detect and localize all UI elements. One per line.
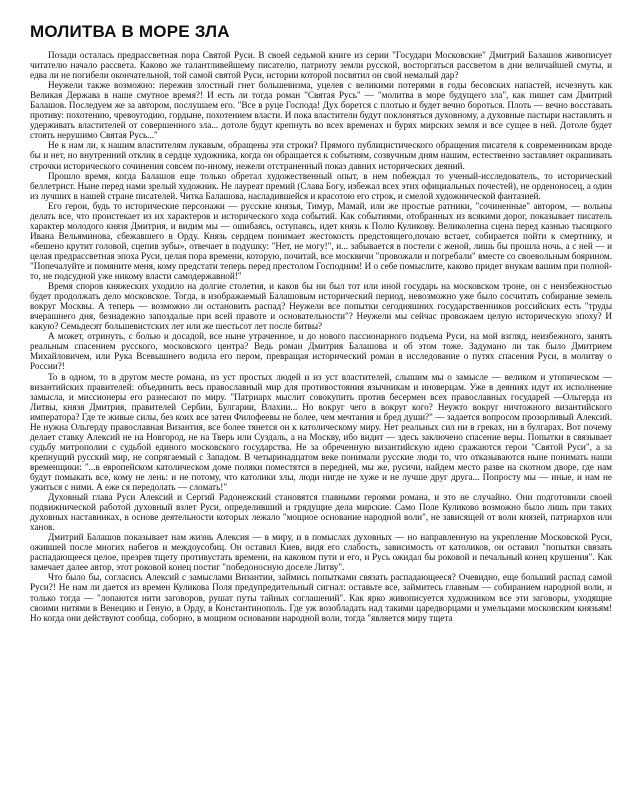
paragraph: Духовный глава Руси Алексий и Сергий Радонежский становятся главными героями романа, и это не случайно. Они подготовили своей подвижнической работой духовный взлет Руси, определивший и грядущие дела мирские. Само Поле Куликово возможно было лишь при таких духовных наставниках, в основе деятельности которых лежало "мощное основание народной воли", не зависящей от воли князей, патриархов или ханов. <box>30 492 612 533</box>
paragraph: То в одном, то в другом месте романа, из уст простых людей и из уст властителей, слышим мы о замысле — великом и утопическом — византийских правителей: объединить весь православный мир для противостояния язычникам и иноверцам. Уже в деяниях идут их исполнение замысла, и миссионеры его разнесают по миру. "Патриарх мыслит совокупить против бесермен всех православных государей —Ольгерда из Литвы, князя Дмитрия, правителей Сербии, Булгарии, Влахии... Но вокруг чего в вокруг кого? Неужто вокруг ничтожного византийского императора? Где те живые силы, без коих все затеи Филофеевы не более, чем мечтания и бред души?" — задается вопросом прозорливый Алексий. Не нужна Ольгерду православная Византия, все более тянется он к католическому миру. Нет реальных сил ни в греках, ни в булгарах. Вот почему делает ставку Алексий не на Новгород, не на Тверь или Суздаль, а на Москву, ибо видит — здесь заключено спасение веры. Попытки в связывает судьбу митрополии с судьбой единого московского государства. Не за обреченную византийскую идею сражаются герои "Святой Руси", а за крепнущий русский мир, не сопрягаемый с Западом. В четыринадцатом веке понимали русские люди то, что отказываются ныне понимать наши временщики: "...в европейском католическом доме поляки поместятся в передней, мы же, русичи, найдем место разве на скотном дворе, где нам будут помыкать все, кому не лень: и не потому, что католики злы, люди нигде не хуже и не лучше друг друга... Попросту мы — иные, и нам не ужиться с ними. А еже ся передолать — сломать!" <box>30 371 612 493</box>
paragraph: Прошло время, когда Балашов еще только обретал художественный опыт, в нем побеждал то ученый-исследователь, то исторический беллетрист. Ныне перед нами зрелый художник. Не лауреат премий (Слава Богу, избежал всех этих официальных почестей), не орденоносец, а один из лучших в нашей стране писателей. Читка Балашова, насладившейся и красотою его строк, и смелой художнической фантазией. <box>30 170 612 201</box>
paragraph: Время споров княжеских уходило на долгие столетия, и каков бы ни был тот или иной государь на московском троне, он с неизбежностью будет продолжать дело московское. Тогда, в изображаемый Балашовым исторический период, невозможно уже было сосчитать собирание земель вокруг Москвы. А теперь — возможно ли остановить распад? Неужели все попытки сегодняшних государственников российских есть "труды вчерашнего дня, безнадежно запоздалые при всей правоте и основательности"? Неужели мы сейчас провожаем целую историческую эпоху? И какую? Семьдесят большевистских лет или же шестьсот лет после битвы? <box>30 281 612 332</box>
paragraph: Что было бы, согласись Алексий с замыслами Византии, займись попытками связать распадающееся? Очевидно, еще больший распад самой Руси?! Не нам ли дается из времен Куликова Поля предупредительный сигнал: оставьте все, займитесь главным — собиранием народной воли, и только тогда — "лопаются нити заговоров, рушат путы тайных соглашений". Как ярко живописуется художником все эти заговоры, уходящие своими нитями в Венецию и Геную, в Орду, в Константинополь. Где уж возобладать над такими царедворцами и умельцами московским князьям! Но когда они действуют сообща, соборно, в мощном основании народной воли, тогда "является миру тщета <box>30 572 612 623</box>
paragraph: А может, отринуть, с болью и досадой, все ныне утраченное, и до нового пассионарного подъема Руси, на мой взгляд, неизбежного, занять реальным спасением русского, московского центра? Ведь роман Дмитрия Балашова и об этом тоже. Задумано ли так было Дмитрием Михайловичем, или Рука Всевышнего водила его пером, превращая исторический роман в исследование о путях спасения Руси, в молитву о России?! <box>30 331 612 372</box>
article-title: МОЛИТВА В МОРЕ ЗЛА <box>30 22 230 41</box>
paragraph: Дмитрий Балашов показывает нам жизнь Алексия — в миру, и в помыслах духовных — но направленную на укрепление Московской Руси, ожившей после многих набегов и междоусобиц. Он оставил Киев, видя его слабость, зависимость от католиков, он оставил "попытки связать распадающееся целое, презрев тщету противустать времени, на каковом пути и его, и Русь ожидал бы роковой и печальный конец крушения". Как замечает далее автор, этот роковой конец постиг "победоносную доселе Литву". <box>30 532 612 573</box>
paragraph: Не к нам ли, к нашим властителям лукавым, обращены эти строки? Прямого публицистического обращения писателя к современникам вроде бы и нет, но внутренний отклик в сердце художника, когда он обращается к событиям, созвучным дням нашим, естественно заставляет окрашивать строчки исторического сочинения совсем по-иному, нежели отстраненный показ давних исторических деяний. <box>30 140 612 171</box>
paragraph: Его герои, будь то исторические персонажи — русские князья, Тимур, Мамай, или же простые ратники, "сочиненные" автором, — вольны делать все, что проистекает из их характеров и исторического хода событий. Как событиями, отобранных из всякими дорог, показывает писатель характер молодого князя Дмитрия, и видим мы — ошибаясь, оступаясь, идет князь к Полю Куликову. Великолепна сцена перед казнью тысяцкого Ивана Вельяминова, сбежавшего в Орду. Князь сердцем понимает жестокость предстоящего,почаю встает, собирается пойти к смертнику, и «бешено крутит головой, сцепив зубы», отвечает в подушку: "Нет, не могу!", и... забывается в постели с женой, лишь бы прошла ночь, а с ней — и целая предрассветная эпоха Руси, целая пора времени, которую, почитай, все москвичи "провожали и погребали" вместе со своевольным боярином. "Попечалуйте и помяните меня, кому предстати теперь перед престолом Господним! И о себе помыслите, каково придет внукам вашим при полной-то, не подсудной уже никому власти самодержавной!" <box>30 200 612 282</box>
paragraph: Позади осталась предрассветная пора Святой Руси. В своей седьмой книге из серии "Государи Московские" Дмитрий Балашов живописует читателю начало рассвета. Каково же талантливейшему писателю, патриоту земли русской, восторгаться рассветом в дни величайшей смуты, и едва ли не погибели окончательной, той самой святой Руси, истории которой посвятил он свой немалый дар? <box>30 50 612 81</box>
paragraph: Неужели также возможно: пережив злостный гнет большевизма, уцелев с великими потерями в годы бесовских напастей, исчезнуть как Великая Держава в наше смутное время?! И есть ли тогда роман "Святая Русь" — "молитва в море будущего зла", как пишет сам Дмитрий Балашов. Последуем же за автором, послушаем его. "Все в руце Господа! Дух борется с плотью и будет вечно бороться. Плоть — вечно восставать противу: похотению, чревоугодию, гордыне, похотением власти. И пока властители будут поклоняться духовному, а духовные пастыри наставлять и удерживать властителей от совершенного зла... дотоле будут крепнуть во всех временах и бурях мирских земля и все сущее в ней. Дотоле будет стоять нерушимо Святая Русь..." <box>30 80 612 141</box>
article-body <box>30 50 612 623</box>
